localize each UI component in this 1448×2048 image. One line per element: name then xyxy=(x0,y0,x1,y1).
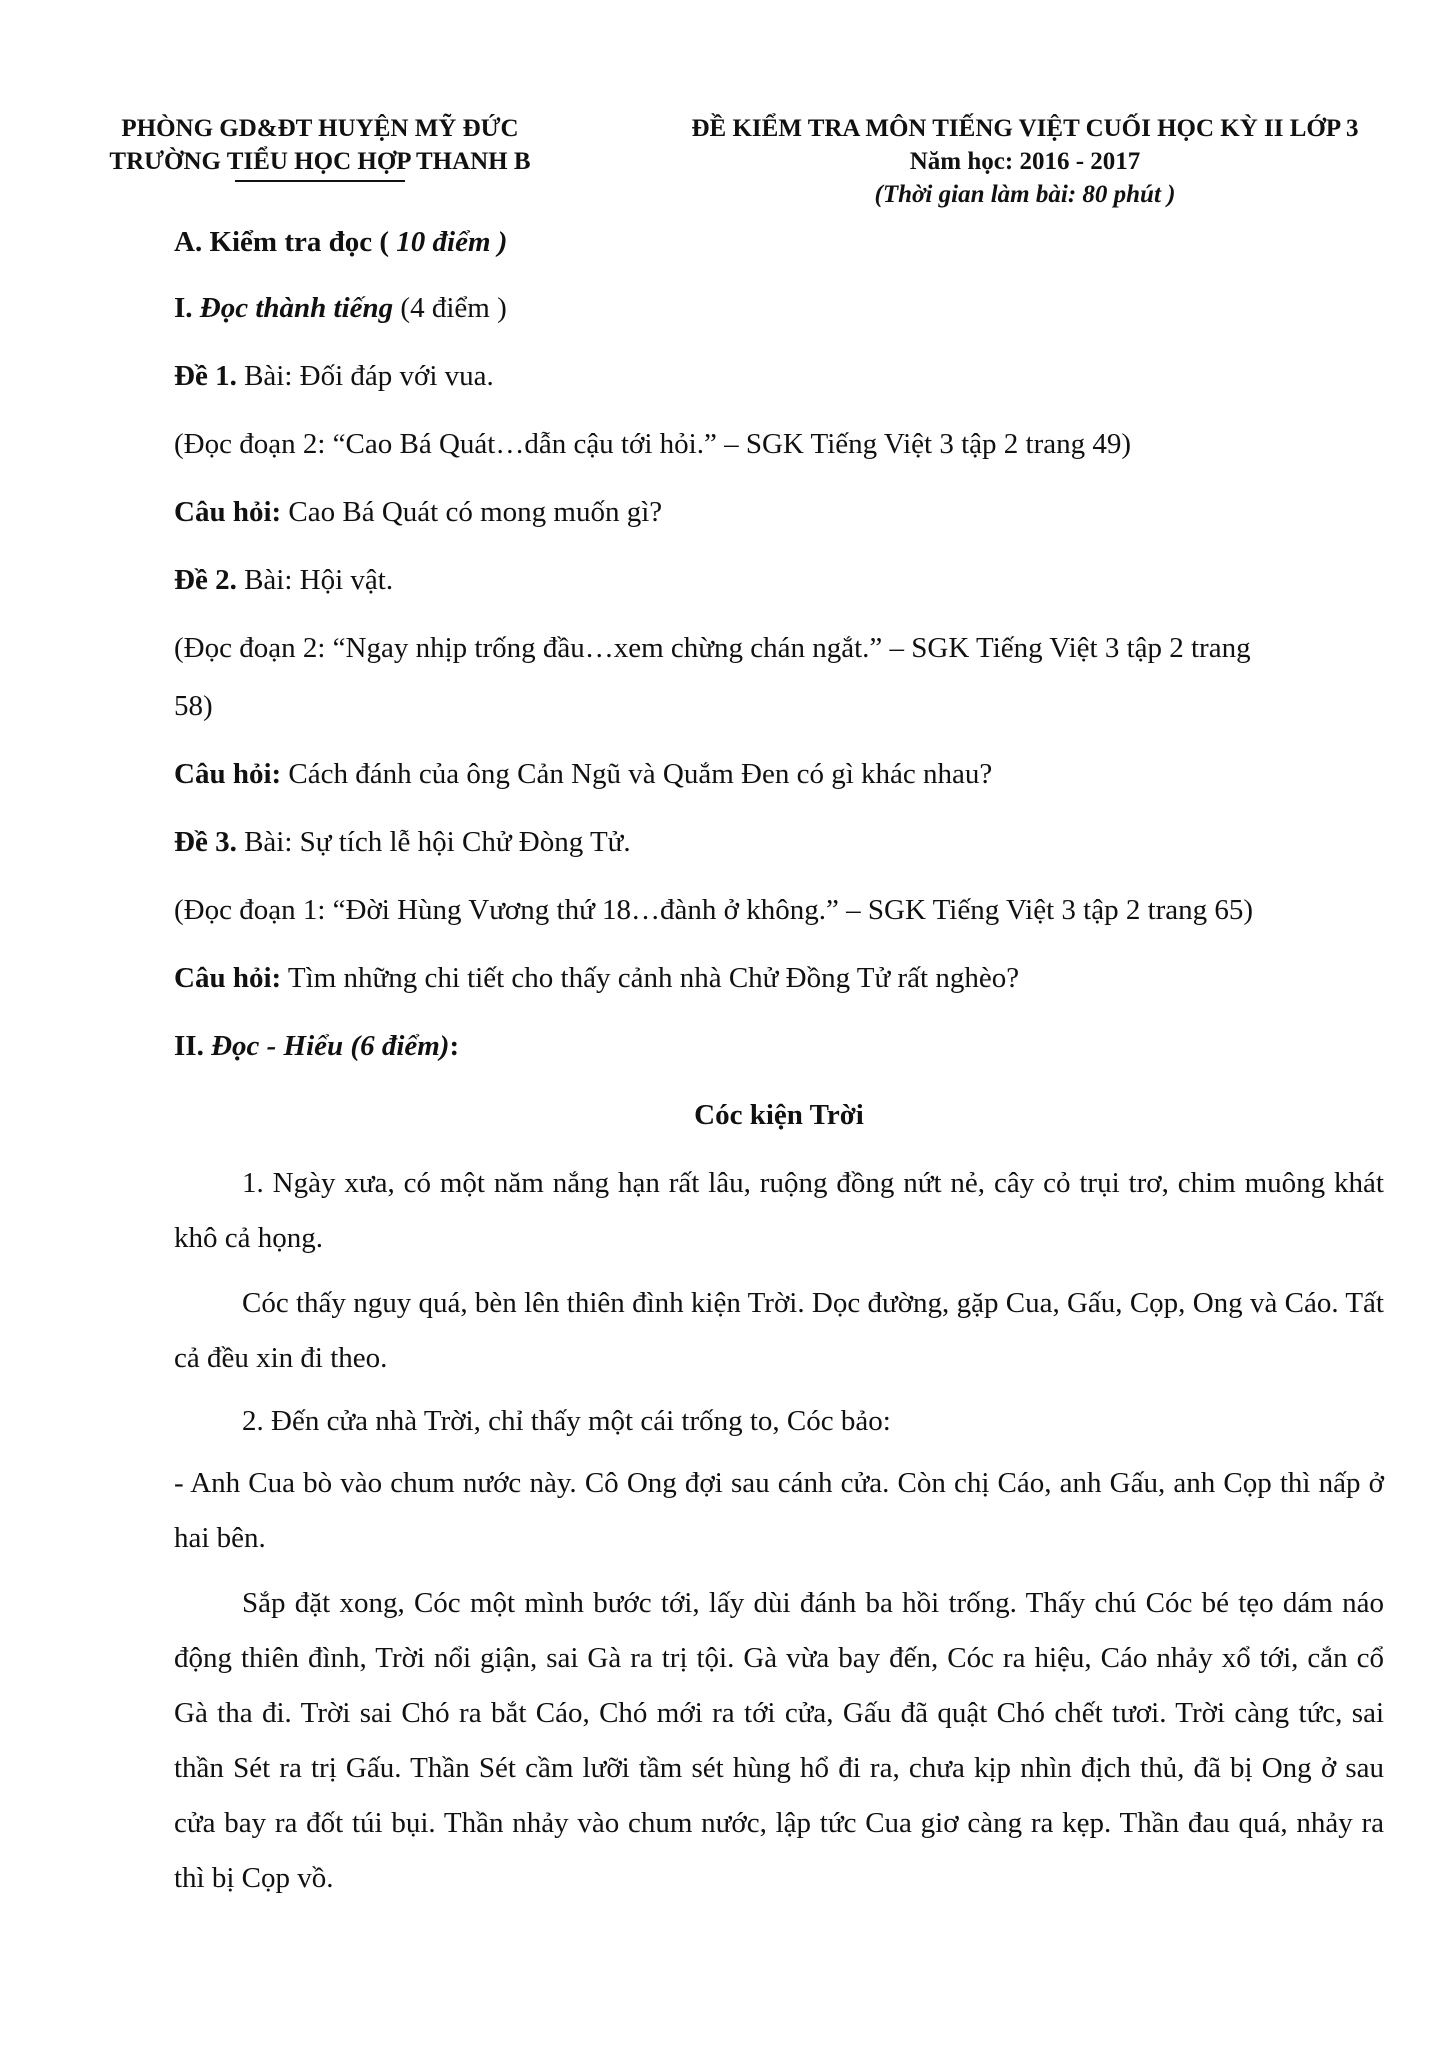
part-2-heading: II. Đọc - Hiểu (6 điểm): xyxy=(174,1030,460,1062)
story-paragraph-1: 1. Ngày xưa, có một năm nắng hạn rất lâu, ruộng đồng nứt nẻ, cây cỏ trụi trơ, chim muông khát khô cả họng. xyxy=(174,1167,1384,1254)
exam-header xyxy=(660,112,1390,211)
header-underline xyxy=(235,180,405,182)
story-paragraph-5: Sắp đặt xong, Cóc một mình bước tới, lấy dùi đánh ba hồi trống. Thấy chú Cóc bé tẹo dám náo động thiên đình, Trời nổi giận, sai Gà ra trị tội. Gà vừa bay đến, Cóc ra hiệu, Cáo nhảy xổ tới, cắn cổ Gà tha đi. Trời sai Chó ra bắt Cáo, Chó mới ra tới cửa, Gấu đã quật Chó chết tươi. Trời càng tức, sai thần Sét ra trị Gấu. Thần Sét cầm lưỡi tầm sét hùng hổ đi ra, chưa kịp nhìn địch thủ, đã bị Ong ở sau cửa bay ra đốt túi bụi. Thần nhảy vào chum nước, lập tức Cua giơ càng ra kẹp. Thần đau quá, nhảy ra thì bị Cọp vồ. xyxy=(174,1587,1384,1894)
de1-question: Câu hỏi: Cao Bá Quát có mong muốn gì? xyxy=(174,496,663,528)
de3-title: Đề 3. Bài: Sự tích lễ hội Chử Đòng Tử. xyxy=(174,826,631,858)
de3-passage: (Đọc đoạn 1: “Đời Hùng Vương thứ 18…đành ở không.” – SGK Tiếng Việt 3 tập 2 trang 65) xyxy=(174,894,1254,926)
school-year: Năm học: 2016 - 2017 xyxy=(909,148,1141,175)
de3-question: Câu hỏi: Tìm những chi tiết cho thấy cảnh nhà Chử Đồng Tử rất nghèo? xyxy=(174,962,1020,994)
de2-question: Câu hỏi: Cách đánh của ông Cản Ngũ và Quắm Đen có gì khác nhau? xyxy=(174,758,993,790)
part-1-heading: I. Đọc thành tiếng (4 điểm ) xyxy=(174,292,507,324)
de1-passage: (Đọc đoạn 2: “Cao Bá Quát…dẫn cậu tới hỏi.” – SGK Tiếng Việt 3 tập 2 trang 49) xyxy=(174,428,1132,460)
de2-passage-cont: 58) xyxy=(174,690,213,722)
de2-title: Đề 2. Bài: Hội vật. xyxy=(174,564,394,596)
department-name: PHÒNG GD&ĐT HUYỆN MỸ ĐỨC xyxy=(121,115,519,142)
story-title: Cóc kiện Trời xyxy=(694,1099,864,1131)
section-a-heading: A. Kiểm tra đọc ( 10 điểm ) xyxy=(174,226,508,258)
story-paragraph-4: - Anh Cua bò vào chum nước này. Cô Ong đợi sau cánh cửa. Còn chị Cáo, anh Gấu, anh Cọp thì nấp ở hai bên. xyxy=(174,1467,1384,1554)
exam-title: ĐỀ KIỂM TRA MÔN TIẾNG VIỆT CUỐI HỌC KỲ II LỚP 3 xyxy=(691,115,1359,142)
de2-passage: (Đọc đoạn 2: “Ngay nhịp trống đầu…xem chừng chán ngắt.” – SGK Tiếng Việt 3 tập 2 trang xyxy=(174,632,1251,664)
story-paragraph-3: 2. Đến cửa nhà Trời, chỉ thấy một cái trống to, Cóc bảo: xyxy=(242,1405,891,1437)
story-paragraph-2: Cóc thấy nguy quá, bèn lên thiên đình kiện Trời. Dọc đường, gặp Cua, Gấu, Cọp, Ong và Cáo. Tất cả đều xin đi theo. xyxy=(174,1287,1384,1374)
school-header xyxy=(100,112,540,182)
exam-duration: (Thời gian làm bài: 80 phút ) xyxy=(874,181,1176,208)
de1-title: Đề 1. Bài: Đối đáp với vua. xyxy=(174,360,494,392)
school-name: TRƯỜNG TIỂU HỌC HỢP THANH B xyxy=(109,148,531,175)
